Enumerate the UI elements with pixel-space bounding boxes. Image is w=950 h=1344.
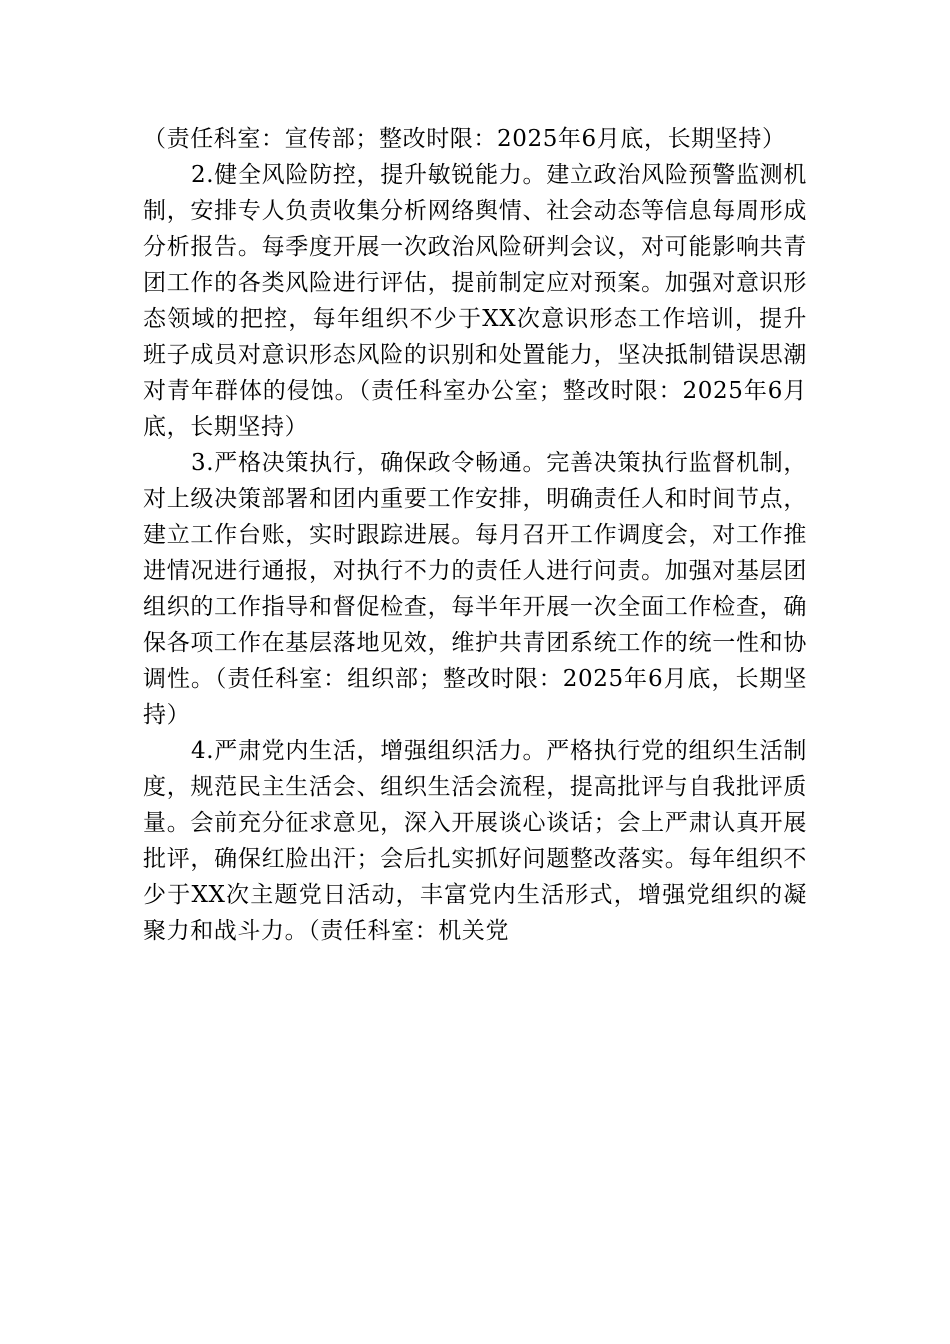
document-body — [143, 121, 807, 949]
paragraph-item-2: 2.健全风险防控，提升敏锐能力。建立政治风险预警监测机制，安排专人负责收集分析网络舆情、社会动态等信息每周形成分析报告。每季度开展一次政治风险研判会议，对可能影响共青团工作的各类风险进行评估，提前制定应对预案。加强对意识形态领域的把控，每年组织不少于XX次意识形态工作培训，提升班子成员对意识形态风险的识别和处置能力，坚决抵制错误思潮对青年群体的侵蚀。（责任科室办公室；整改时限：2025年6月底，长期坚持） — [143, 162, 807, 440]
paragraph-continuation: （责任科室：宣传部；整改时限：2025年6月底，长期坚持） — [143, 126, 786, 152]
paragraph-item-4: 4.严肃党内生活，增强组织活力。严格执行党的组织生活制度，规范民主生活会、组织生活会流程，提高批评与自我批评质量。会前充分征求意见，深入开展谈心谈话；会上严肃认真开展批评，确保红脸出汗；会后扎实抓好问题整改落实。每年组织不少于XX次主题党日活动，丰富党内生活形式，增强党组织的凝聚力和战斗力。（责任科室：机关党 — [143, 738, 807, 944]
paragraph-item-3: 3.严格决策执行，确保政令畅通。完善决策执行监督机制，对上级决策部署和团内重要工作安排，明确责任人和时间节点，建立工作台账，实时跟踪进展。每月召开工作调度会，对工作推进情况进行通报，对执行不力的责任人进行问责。加强对基层团组织的工作指导和督促检查，每半年开展一次全面工作检查，确保各项工作在基层落地见效，维护共青团系统工作的统一性和协调性。（责任科室：组织部；整改时限：2025年6月底，长期坚持） — [143, 450, 807, 728]
